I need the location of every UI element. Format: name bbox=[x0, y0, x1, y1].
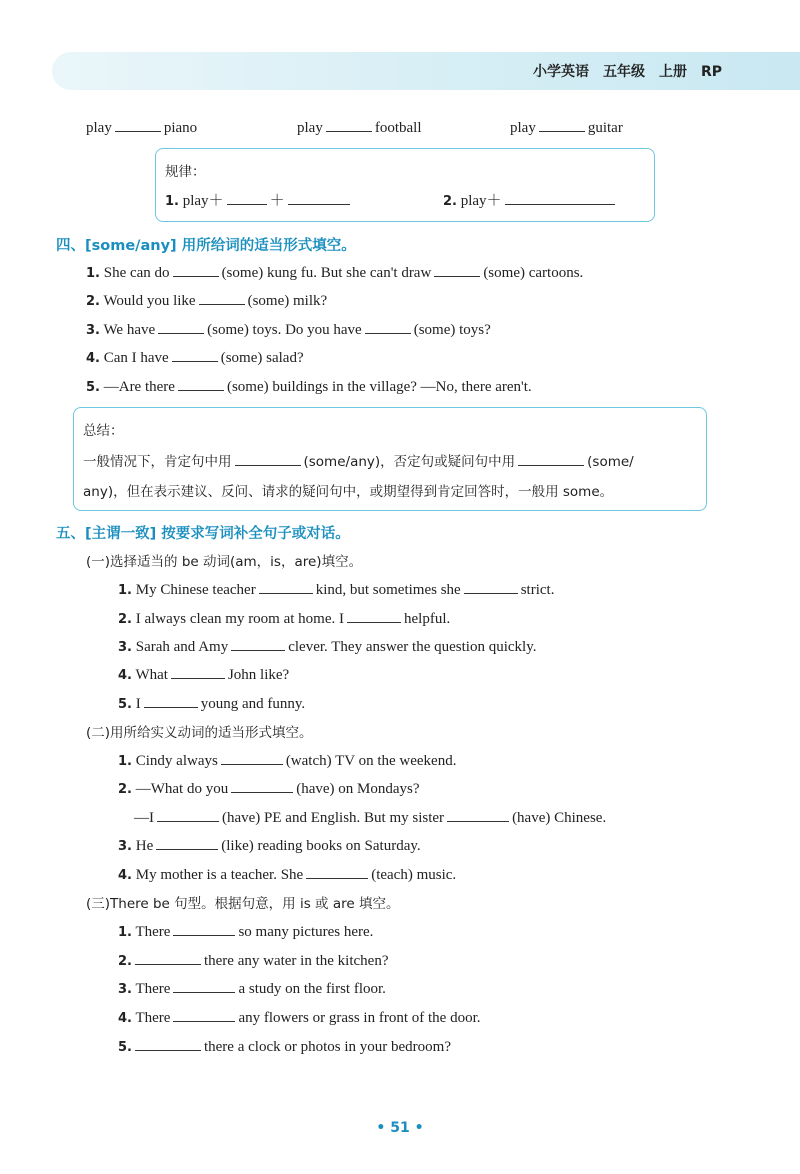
answer-blank bbox=[173, 921, 235, 936]
p2-item-2-reply bbox=[134, 807, 606, 827]
answer-blank bbox=[173, 1007, 235, 1022]
answer-blank bbox=[221, 750, 283, 765]
p1-item-1 bbox=[118, 579, 554, 599]
item-text: Would you like bbox=[103, 293, 196, 309]
answer-blank bbox=[464, 579, 518, 594]
item-text: (have) on Mondays? bbox=[296, 781, 420, 797]
item-text: I always clean my room at home. I bbox=[135, 611, 344, 627]
item-number: 1. bbox=[118, 925, 132, 940]
part-3-title: (三)There be 句型。根据句意，用 is 或 are 填空。 bbox=[86, 896, 400, 912]
item-number: 5. bbox=[118, 1040, 132, 1055]
answer-blank bbox=[178, 376, 224, 391]
section-5-title: 五、[主谓一致] 按要求写词补全句子或对话。 bbox=[56, 526, 350, 542]
answer-blank bbox=[135, 1036, 201, 1051]
answer-blank bbox=[306, 864, 368, 879]
item-number: 3. bbox=[118, 839, 132, 854]
rule-1 bbox=[165, 189, 353, 210]
p3-item-3 bbox=[118, 978, 386, 998]
page-number: • 51 • bbox=[376, 1120, 424, 1136]
answer-blank bbox=[505, 190, 615, 205]
item-text: (some) toys. Do you have bbox=[207, 322, 362, 338]
item-text: any flowers or grass in front of the door. bbox=[238, 1010, 481, 1026]
item-text: (teach) music. bbox=[371, 867, 457, 883]
item-number: 4. bbox=[118, 868, 132, 883]
answer-blank bbox=[518, 451, 584, 466]
sec4-item-5 bbox=[86, 376, 532, 396]
play-word: play bbox=[510, 120, 536, 136]
item-number: 2. bbox=[118, 954, 132, 969]
answer-blank bbox=[115, 117, 161, 132]
item-number: 5. bbox=[118, 697, 132, 712]
item-number: 3. bbox=[118, 640, 132, 655]
play-word: play bbox=[86, 120, 112, 136]
answer-blank bbox=[259, 579, 313, 594]
rule-label: 规律： bbox=[165, 164, 206, 180]
answer-blank bbox=[231, 778, 293, 793]
p1-item-5 bbox=[118, 693, 305, 713]
summary-line-2: any)，但在表示建议、反问、请求的疑问句中，或期望得到肯定回答时，一般用 some。 bbox=[83, 484, 614, 500]
p1-item-4 bbox=[118, 664, 289, 684]
rule-2 bbox=[443, 189, 618, 210]
rule-box bbox=[155, 148, 655, 222]
guitar-word: guitar bbox=[587, 120, 623, 136]
item-number: 2. bbox=[86, 294, 100, 309]
answer-blank bbox=[434, 262, 480, 277]
item-text: My Chinese teacher bbox=[135, 582, 256, 598]
item-text: Sarah and Amy bbox=[135, 639, 229, 655]
answer-blank bbox=[365, 319, 411, 334]
item-text: strict. bbox=[520, 582, 555, 598]
answer-blank bbox=[173, 262, 219, 277]
sec4-item-3 bbox=[86, 319, 491, 339]
item-text: there a clock or photos in your bedroom? bbox=[203, 1039, 451, 1055]
item-text: There bbox=[135, 981, 171, 997]
p2-item-3 bbox=[118, 835, 421, 855]
answer-blank bbox=[347, 608, 401, 623]
item-text: a study on the first floor. bbox=[238, 981, 386, 997]
item-text: Can I have bbox=[103, 350, 169, 366]
item-number: 4. bbox=[118, 1011, 132, 1026]
answer-blank bbox=[199, 290, 245, 305]
item-text: —I bbox=[134, 810, 154, 826]
section-4-title: 四、[some/any] 用所给词的适当形式填空。 bbox=[56, 238, 356, 254]
item-text: young and funny. bbox=[200, 696, 306, 712]
item-text: There bbox=[135, 924, 171, 940]
p2-item-2 bbox=[118, 778, 420, 798]
item-text: He bbox=[135, 838, 154, 854]
item-text: I bbox=[135, 696, 141, 712]
answer-blank bbox=[158, 319, 204, 334]
item-text: (like) reading books on Saturday. bbox=[221, 838, 421, 854]
summary-line-1 bbox=[83, 450, 634, 470]
item-text: —What do you bbox=[135, 781, 229, 797]
play-item-guitar bbox=[510, 117, 623, 137]
header-title: 小学英语 五年级 上册 RP bbox=[532, 64, 722, 80]
p3-item-2 bbox=[118, 950, 388, 970]
item-number: 1. bbox=[118, 754, 132, 769]
item-number: 4. bbox=[86, 351, 100, 366]
item-text: clever. They answer the question quickly. bbox=[288, 639, 537, 655]
play-word: play bbox=[297, 120, 323, 136]
rule-1-number: 1. bbox=[165, 194, 179, 209]
item-text: John like? bbox=[227, 667, 290, 683]
item-text: (watch) TV on the weekend. bbox=[285, 753, 457, 769]
item-text: helpful. bbox=[404, 611, 451, 627]
answer-blank bbox=[235, 451, 301, 466]
answer-blank bbox=[172, 347, 218, 362]
item-text: so many pictures here. bbox=[238, 924, 374, 940]
item-text: there any water in the kitchen? bbox=[203, 953, 389, 969]
answer-blank bbox=[144, 693, 198, 708]
sec4-item-1 bbox=[86, 262, 583, 282]
item-text: (some) cartoons. bbox=[483, 265, 584, 281]
item-text: There bbox=[135, 1010, 171, 1026]
p2-item-4 bbox=[118, 864, 456, 884]
item-text: (have) Chinese. bbox=[512, 810, 607, 826]
item-text: kind, but sometimes she bbox=[315, 582, 461, 598]
answer-blank bbox=[539, 117, 585, 132]
answer-blank bbox=[135, 950, 201, 965]
item-text: (some) buildings in the village? —No, there aren't. bbox=[226, 379, 532, 395]
rule-2-text: play＋ bbox=[460, 193, 502, 209]
sec4-item-4 bbox=[86, 347, 304, 367]
rule-2-number: 2. bbox=[443, 194, 457, 209]
answer-blank bbox=[231, 636, 285, 651]
answer-blank bbox=[288, 190, 350, 205]
item-number: 3. bbox=[86, 323, 100, 338]
piano-word: piano bbox=[163, 120, 198, 136]
sec4-item-2 bbox=[86, 290, 327, 310]
p1-item-3 bbox=[118, 636, 536, 656]
answer-blank bbox=[326, 117, 372, 132]
item-number: 4. bbox=[118, 668, 132, 683]
p3-item-5 bbox=[118, 1036, 451, 1056]
p3-item-1 bbox=[118, 921, 373, 941]
item-number: 1. bbox=[86, 266, 100, 281]
play-item-football bbox=[297, 117, 421, 137]
item-text: What bbox=[135, 667, 168, 683]
p1-item-2 bbox=[118, 608, 450, 628]
answer-blank bbox=[156, 835, 218, 850]
item-number: 1. bbox=[118, 583, 132, 598]
answer-blank bbox=[447, 807, 509, 822]
football-word: football bbox=[374, 120, 422, 136]
item-text: (some) kung fu. But she can't draw bbox=[221, 265, 432, 281]
item-number: 2. bbox=[118, 612, 132, 627]
item-text: Cindy always bbox=[135, 753, 218, 769]
item-number: 2. bbox=[118, 782, 132, 797]
answer-blank bbox=[171, 664, 225, 679]
summary-text: 一般情况下，肯定句中用 bbox=[83, 454, 232, 470]
answer-blank bbox=[157, 807, 219, 822]
rule-1-text: play＋ bbox=[182, 193, 224, 209]
rule-1-plus: ＋ bbox=[269, 193, 285, 209]
summary-label: 总结： bbox=[83, 423, 124, 439]
summary-text: (some/any)，否定句或疑问句中用 bbox=[303, 454, 516, 470]
item-text: (some) toys? bbox=[413, 322, 491, 338]
item-number: 3. bbox=[118, 982, 132, 997]
answer-blank bbox=[227, 190, 267, 205]
item-text: (some) milk? bbox=[247, 293, 328, 309]
part-2-title: (二)用所给实义动词的适当形式填空。 bbox=[86, 725, 313, 741]
p3-item-4 bbox=[118, 1007, 480, 1027]
part-1-title: (一)选择适当的 be 动词(am，is，are)填空。 bbox=[86, 554, 363, 570]
p2-item-1 bbox=[118, 750, 456, 770]
item-text: She can do bbox=[103, 265, 170, 281]
item-text: My mother is a teacher. She bbox=[135, 867, 304, 883]
item-text: We have bbox=[103, 322, 156, 338]
answer-blank bbox=[173, 978, 235, 993]
item-number: 5. bbox=[86, 380, 100, 395]
item-text: (have) PE and English. But my sister bbox=[222, 810, 445, 826]
play-item-piano bbox=[86, 117, 197, 137]
summary-text: (some/ bbox=[587, 454, 634, 470]
item-text: (some) salad? bbox=[220, 350, 304, 366]
item-text: —Are there bbox=[103, 379, 175, 395]
